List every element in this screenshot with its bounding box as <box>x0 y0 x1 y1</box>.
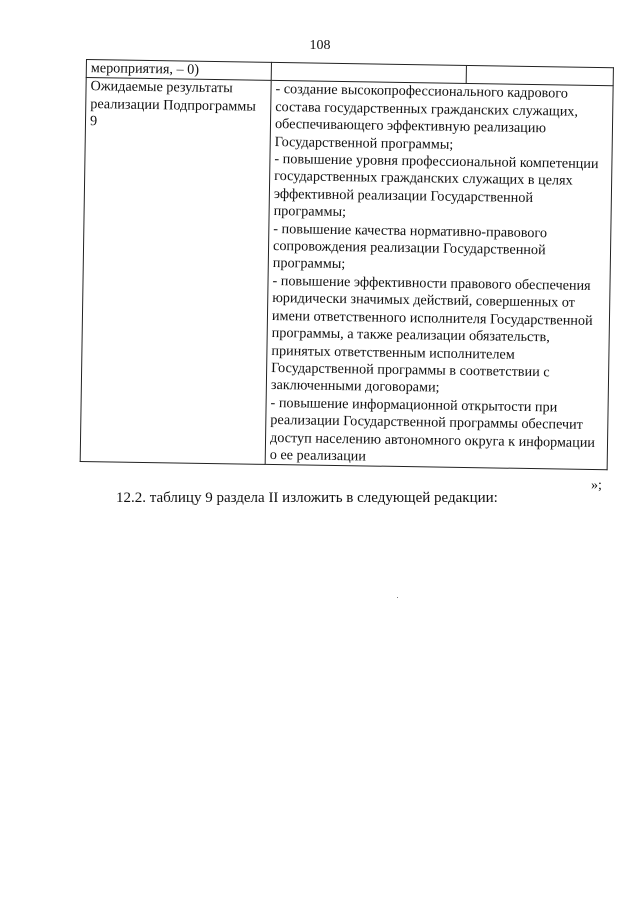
empty-subcell <box>467 66 613 86</box>
result-item: - повышение эффективности правового обеспечения юридически значимых действий, совершенных от имени ответственного исполнителя Государственной программы, а также реализации обязательств, принятых ответственным исполнителем Государственной программы в соответствии с заключенными договорами; <box>270 272 593 396</box>
table-row-expected-results <box>80 78 613 470</box>
empty-subcell <box>272 63 467 83</box>
result-item: - создание высокопрофессионального кадрового состава государственных гражданских служащих, обеспечивающего эффективную реализацию Государственной программы; <box>274 81 579 153</box>
closing-quote-mark: »; <box>591 478 602 493</box>
result-item: - повышение уровня профессиональной компетенции государственных гражданских служащих в целях эффективной реализации Государственной программы; <box>273 151 599 221</box>
amendment-instruction: 12.2. таблицу 9 раздела II изложить в следующей редакции: <box>116 490 498 506</box>
result-item: - повышение информационной открытости при реализации Государственной программы обеспечит доступ населению автономного округа к информации о ее реализации <box>269 394 596 465</box>
scan-speck <box>397 597 398 598</box>
program-table <box>80 59 614 471</box>
page-number: 108 <box>309 38 331 53</box>
expected-results-label: Ожидаемые результаты реализации Подпрограммы 9 <box>80 78 271 465</box>
expected-results-cell <box>265 81 613 470</box>
result-item: - повышение качества нормативно-правового сопровождения реализации Государственной программы; <box>272 220 548 273</box>
continuation-label-cell: мероприятия, – 0) <box>86 60 271 81</box>
